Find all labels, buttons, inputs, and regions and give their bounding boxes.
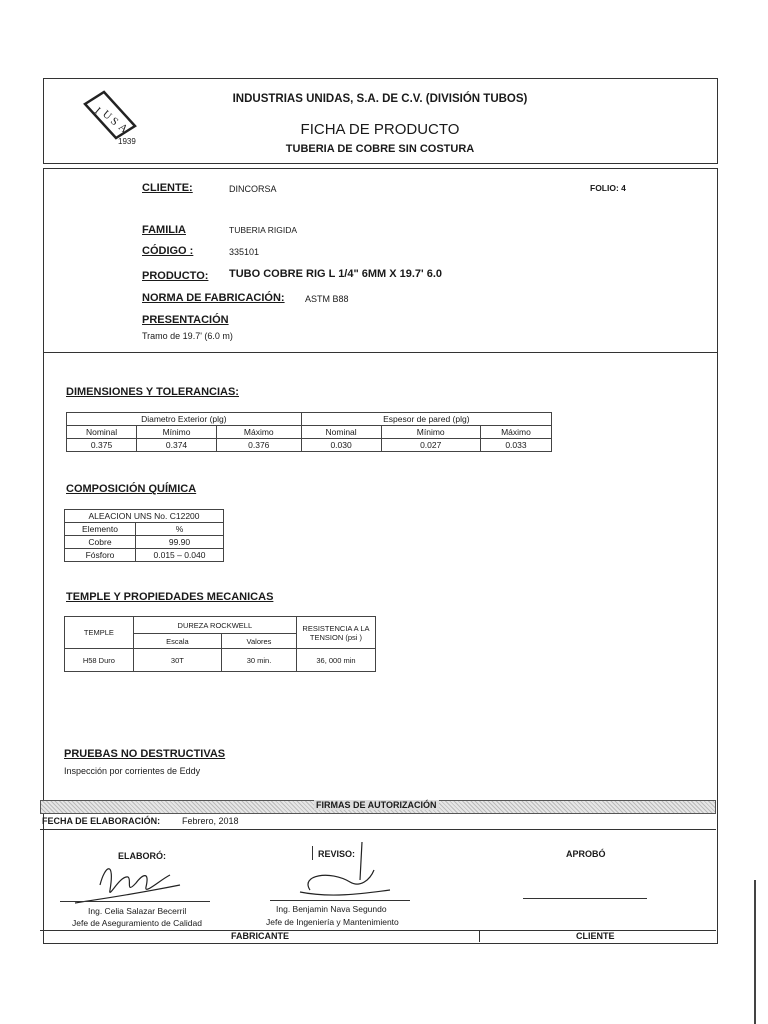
- aleacion-header: ALEACION UNS No. C12200: [65, 510, 224, 523]
- composicion-title: COMPOSICIÓN QUÍMICA: [66, 483, 197, 495]
- svg-text:I: I: [92, 105, 103, 117]
- dim-group-diametro: Diametro Exterior (plg): [67, 413, 302, 426]
- folio: FOLIO: 4: [590, 183, 626, 193]
- cliente-label: CLIENTE:: [142, 182, 193, 194]
- presentacion-value: Tramo de 19.7' (6.0 m): [142, 331, 233, 341]
- reviso-signature-icon: [290, 840, 400, 905]
- svg-text:S: S: [108, 115, 121, 129]
- temple-header: TEMPLE: [65, 617, 134, 649]
- dim-col-header: Máximo: [216, 426, 301, 439]
- svg-text:A: A: [116, 121, 130, 136]
- dim-value: 0.027: [381, 439, 480, 452]
- footer-split: [479, 930, 480, 942]
- fecha-divider: [40, 829, 716, 830]
- reviso-role: Jefe de Ingeniería y Mantenimiento: [266, 917, 399, 927]
- escala-value: 30T: [133, 649, 221, 672]
- elaboro-label: ELABORÓ:: [118, 851, 166, 861]
- dim-col-header: Mínimo: [137, 426, 217, 439]
- dim-col-header: Máximo: [480, 426, 551, 439]
- codigo-value: 335101: [229, 247, 260, 257]
- codigo-label: CÓDIGO :: [142, 245, 194, 257]
- cliente-value: DINCORSA: [229, 184, 277, 194]
- elaboro-line: [60, 901, 210, 902]
- comp-value: %: [136, 523, 224, 536]
- pruebas-title: PRUEBAS NO DESTRUCTIVAS: [64, 748, 226, 760]
- fecha-label: FECHA DE ELABORACIÓN:: [42, 816, 161, 826]
- dimensiones-table: [66, 412, 552, 452]
- elaboro-role: Jefe de Aseguramiento de Calidad: [72, 918, 202, 928]
- elaboro-name: Ing. Celia Salazar Becerril: [88, 906, 187, 916]
- temple-table: [64, 616, 376, 672]
- comp-key: Cobre: [65, 536, 136, 549]
- company-name: INDUSTRIAS UNIDAS, S.A. DE C.V. (DIVISIÓN TUBOS): [232, 93, 528, 105]
- dim-value: 0.376: [216, 439, 301, 452]
- dim-value: 0.374: [137, 439, 217, 452]
- logo-year: 1939: [118, 137, 136, 146]
- dim-group-espesor: Espesor de pared (plg): [301, 413, 551, 426]
- resistencia-header: RESISTENCIA A LA TENSION (psi ): [296, 617, 375, 649]
- dureza-header: DUREZA ROCKWELL: [133, 617, 296, 634]
- comp-value: 0.015 – 0.040: [136, 549, 224, 562]
- reviso-label: REVISO:: [318, 849, 356, 859]
- temple-value: H58 Duro: [65, 649, 134, 672]
- page-subtitle: TUBERIA DE COBRE SIN COSTURA: [285, 143, 475, 155]
- producto-value: TUBO COBRE RIG L 1/4" 6MM X 19.7' 6.0: [229, 268, 443, 280]
- reviso-name: Ing. Benjamin Nava Segundo: [276, 904, 387, 914]
- dim-value: 0.033: [480, 439, 551, 452]
- fabricante-label: FABRICANTE: [231, 931, 289, 941]
- scan-edge: [754, 880, 756, 1024]
- footer-divider: [40, 930, 716, 931]
- norma-label: NORMA DE FABRICACIÓN:: [142, 292, 285, 304]
- reviso-line: [270, 900, 410, 901]
- norma-value: ASTM B88: [305, 294, 349, 304]
- dim-col-header: Nominal: [301, 426, 381, 439]
- aprobo-line: [523, 898, 647, 899]
- fecha-value: Febrero, 2018: [182, 816, 239, 826]
- svg-text:U: U: [100, 108, 114, 123]
- pruebas-value: Inspección por corrientes de Eddy: [64, 766, 201, 776]
- dim-value: 0.030: [301, 439, 381, 452]
- temple-title: TEMPLE Y PROPIEDADES MECANICAS: [66, 591, 274, 603]
- dimensiones-title: DIMENSIONES Y TOLERANCIAS:: [66, 386, 239, 398]
- cliente-footer-label: CLIENTE: [576, 931, 615, 941]
- presentacion-label: PRESENTACIÓN: [142, 314, 229, 326]
- info-divider: [43, 352, 717, 353]
- valores-value: 30 min.: [222, 649, 297, 672]
- comp-value: 99.90: [136, 536, 224, 549]
- resistencia-value: 36, 000 min: [296, 649, 375, 672]
- escala-header: Escala: [133, 634, 221, 649]
- aprobo-label: APROBÓ: [566, 849, 606, 859]
- firmas-banner-text: FIRMAS DE AUTORIZACIÓN: [316, 800, 437, 810]
- comp-key: Elemento: [65, 523, 136, 536]
- familia-label: FAMILIA: [142, 224, 186, 236]
- dim-col-header: Nominal: [67, 426, 137, 439]
- page-title: FICHA DE PRODUCTO: [300, 121, 460, 138]
- familia-value: TUBERIA RIGIDA: [229, 225, 298, 235]
- dim-col-header: Mínimo: [381, 426, 480, 439]
- valores-header: Valores: [222, 634, 297, 649]
- composicion-table: [64, 509, 224, 562]
- comp-key: Fósforo: [65, 549, 136, 562]
- producto-label: PRODUCTO:: [142, 270, 209, 282]
- dim-value: 0.375: [67, 439, 137, 452]
- reviso-bracket: [312, 846, 313, 860]
